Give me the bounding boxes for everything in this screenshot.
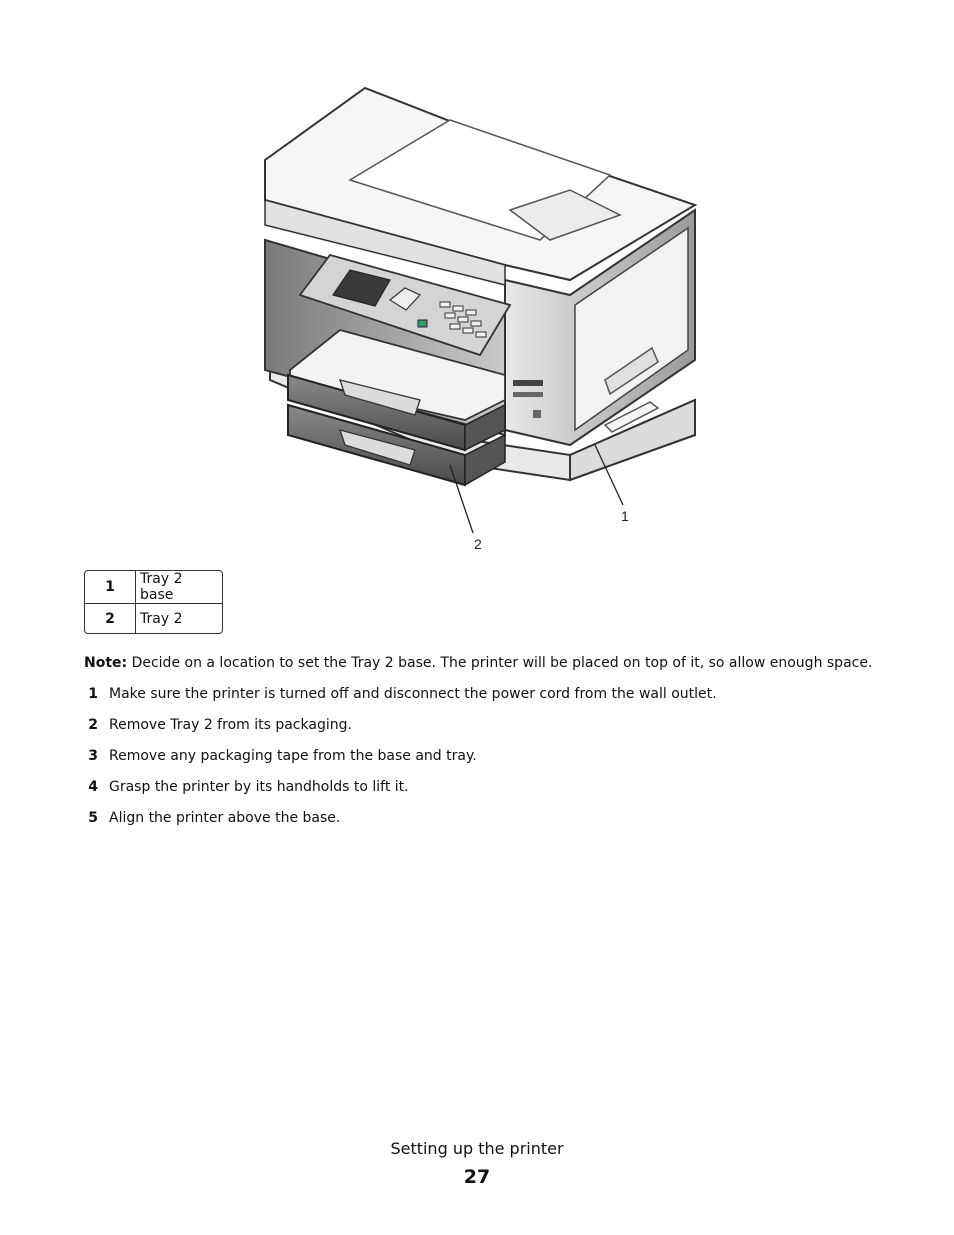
printer-illustration (240, 80, 720, 555)
legend-label: Tray 2 base (140, 571, 183, 603)
note-paragraph (84, 655, 872, 671)
step-number: 1 (88, 686, 98, 702)
step-text: Remove Tray 2 from its packaging. (109, 717, 352, 733)
step-number: 3 (88, 748, 98, 764)
note-label: Note: (84, 655, 128, 671)
legend-number: 1 (85, 571, 136, 603)
note-text: Decide on a location to set the Tray 2 base. The printer will be placed on top of it, so allow enough space. (127, 655, 873, 671)
step-number: 5 (88, 810, 98, 826)
step-text: Grasp the printer by its handholds to lift it. (109, 779, 409, 795)
table-row (85, 603, 222, 633)
step-text: Make sure the printer is turned off and disconnect the power cord from the wall outlet. (109, 686, 717, 702)
callout-legend-table (84, 570, 223, 634)
step-text: Remove any packaging tape from the base and tray. (109, 748, 477, 764)
step-number: 4 (88, 779, 98, 795)
page-number: 27 (463, 1166, 491, 1188)
legend-label: Tray 2 (136, 603, 222, 633)
callout-1-label: 1 (621, 508, 629, 524)
step-text: Align the printer above the base. (109, 810, 341, 826)
table-row (85, 571, 222, 603)
step-number: 2 (88, 717, 98, 733)
callout-2-label: 2 (474, 536, 482, 552)
footer-section-title: Setting up the printer (390, 1139, 564, 1158)
legend-number: 2 (85, 603, 136, 633)
